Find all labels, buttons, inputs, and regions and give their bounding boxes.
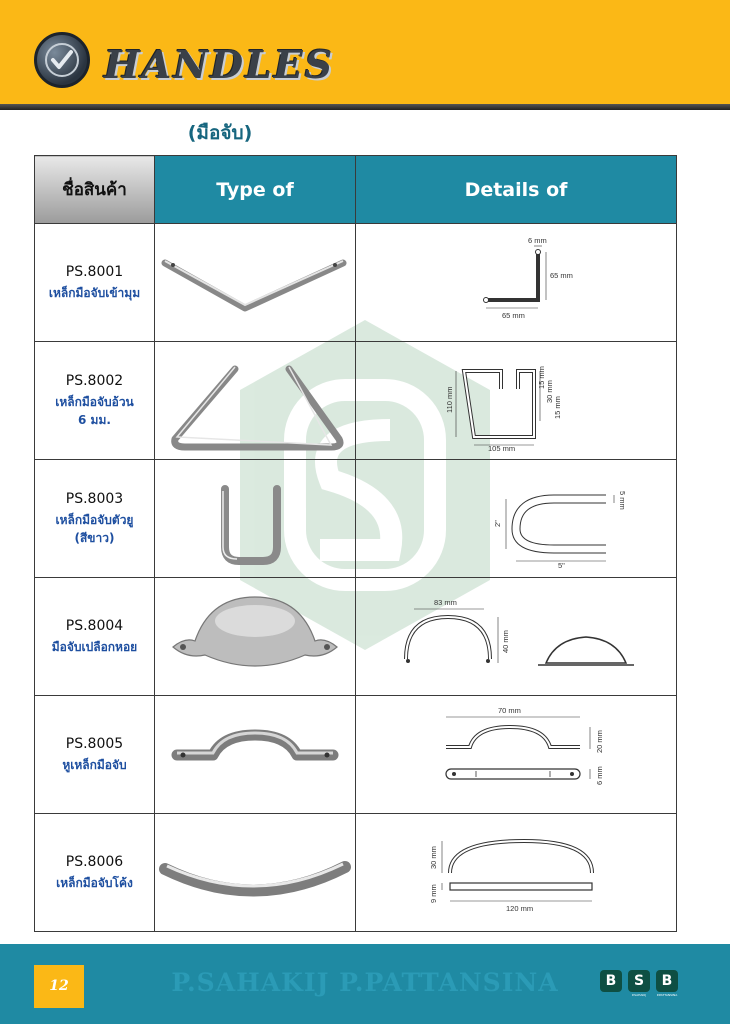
product-desc: เหล็กมือจับเข้ามุม: [48, 285, 141, 300]
svg-text:120 mm: 120 mm: [505, 903, 534, 913]
corner-handle-image: [155, 243, 355, 323]
svg-text:83 mm: 83 mm: [433, 597, 457, 607]
brand-logos: [600, 970, 680, 1000]
product-desc-line2: 6 มม.: [78, 412, 111, 427]
product-photo-cell: [154, 578, 355, 696]
product-code: PS.8004: [65, 617, 124, 634]
shell-handle-diagram: [386, 587, 646, 687]
product-photo-cell: [154, 814, 355, 932]
product-photo-cell: [154, 696, 355, 814]
table-row: [35, 460, 677, 578]
product-code: PS.8003: [65, 490, 124, 507]
svg-text:5": 5": [557, 560, 565, 570]
shell-handle-image: [155, 587, 355, 687]
svg-text:65 mm: 65 mm: [549, 270, 573, 280]
fat-handle-diagram: [406, 351, 626, 451]
product-desc: หูเหล็กมือจับ: [62, 757, 127, 772]
product-name-cell: [35, 578, 155, 696]
svg-text:110 mm: 110 mm: [444, 385, 454, 413]
curved-handle-image: [155, 823, 355, 923]
svg-text:2": 2": [492, 519, 502, 527]
svg-text:40 mm: 40 mm: [500, 629, 510, 653]
brand-logo-2-icon: S: [628, 970, 650, 992]
table-row: [35, 696, 677, 814]
product-diagram-cell: [355, 342, 676, 460]
curved-handle-diagram: [406, 823, 626, 923]
product-name-cell: [35, 696, 155, 814]
svg-text:5 mm: 5 mm: [617, 490, 627, 510]
page-number: 12: [49, 978, 69, 994]
product-code: PS.8005: [65, 735, 124, 752]
u-handle-image: [155, 469, 355, 569]
product-photo-cell: [154, 460, 355, 578]
svg-text:6 mm: 6 mm: [527, 235, 547, 245]
svg-text:9 mm: 9 mm: [428, 883, 438, 903]
table-row: [35, 814, 677, 932]
check-icon: [34, 32, 90, 88]
svg-text:6 mm: 6 mm: [594, 765, 604, 785]
product-name-cell: [35, 814, 155, 932]
product-desc: เหล็กมือจับโค้ง: [56, 875, 133, 890]
svg-text:65 mm: 65 mm: [501, 310, 525, 320]
svg-text:30 mm: 30 mm: [428, 845, 438, 869]
table-row: [35, 578, 677, 696]
svg-text:15 mm: 15 mm: [536, 365, 546, 389]
svg-text:70 mm: 70 mm: [497, 705, 521, 715]
product-photo-cell: [154, 342, 355, 460]
header-divider: [0, 104, 730, 110]
product-diagram-cell: [355, 224, 676, 342]
table-row: [35, 342, 677, 460]
footer-brand: P.SAHAKIJ P.PATTANSINA: [171, 968, 559, 997]
brand-logo-2-caption: P.SAHAKIJ: [631, 993, 647, 997]
product-desc: มือจับเปลือกหอย: [51, 639, 138, 654]
column-header-details: Details of: [355, 156, 676, 224]
product-table: [34, 155, 677, 932]
product-code: PS.8006: [65, 853, 124, 870]
table-row: [35, 224, 677, 342]
product-code: PS.8002: [65, 372, 124, 389]
page-subtitle: (มือจับ): [187, 122, 253, 144]
svg-text:20 mm: 20 mm: [594, 729, 604, 753]
product-code: PS.8001: [65, 263, 124, 280]
product-name-cell: [35, 342, 155, 460]
product-desc-line2: (สีขาว): [74, 530, 115, 545]
product-desc: เหล็กมือจับอ้วน: [55, 394, 134, 409]
brand-logo-3-icon: B: [656, 970, 678, 992]
corner-handle-diagram: [416, 235, 616, 328]
column-header-name: ชื่อสินค้า: [35, 156, 155, 224]
brand-logo-1-icon: B: [600, 970, 622, 992]
ear-handle-diagram: [406, 705, 626, 805]
product-name-cell: [35, 460, 155, 578]
svg-text:15 mm: 15 mm: [552, 395, 562, 419]
product-diagram-cell: [355, 460, 676, 578]
product-diagram-cell: [355, 578, 676, 696]
svg-text:105 mm: 105 mm: [487, 443, 516, 453]
u-handle-diagram: [406, 469, 626, 569]
product-diagram-cell: [355, 696, 676, 814]
ear-handle-image: [155, 705, 355, 805]
product-desc: เหล็กมือจับตัวยู: [55, 512, 134, 527]
product-name-cell: [35, 224, 155, 342]
product-diagram-cell: [355, 814, 676, 932]
fat-handle-image: [155, 351, 355, 451]
page-title: HANDLES: [104, 42, 335, 87]
svg-text:30 mm: 30 mm: [544, 379, 554, 403]
column-header-type: Type of: [154, 156, 355, 224]
product-photo-cell: [154, 224, 355, 342]
brand-logo-3-caption: P.PATTANSINA: [656, 993, 678, 997]
